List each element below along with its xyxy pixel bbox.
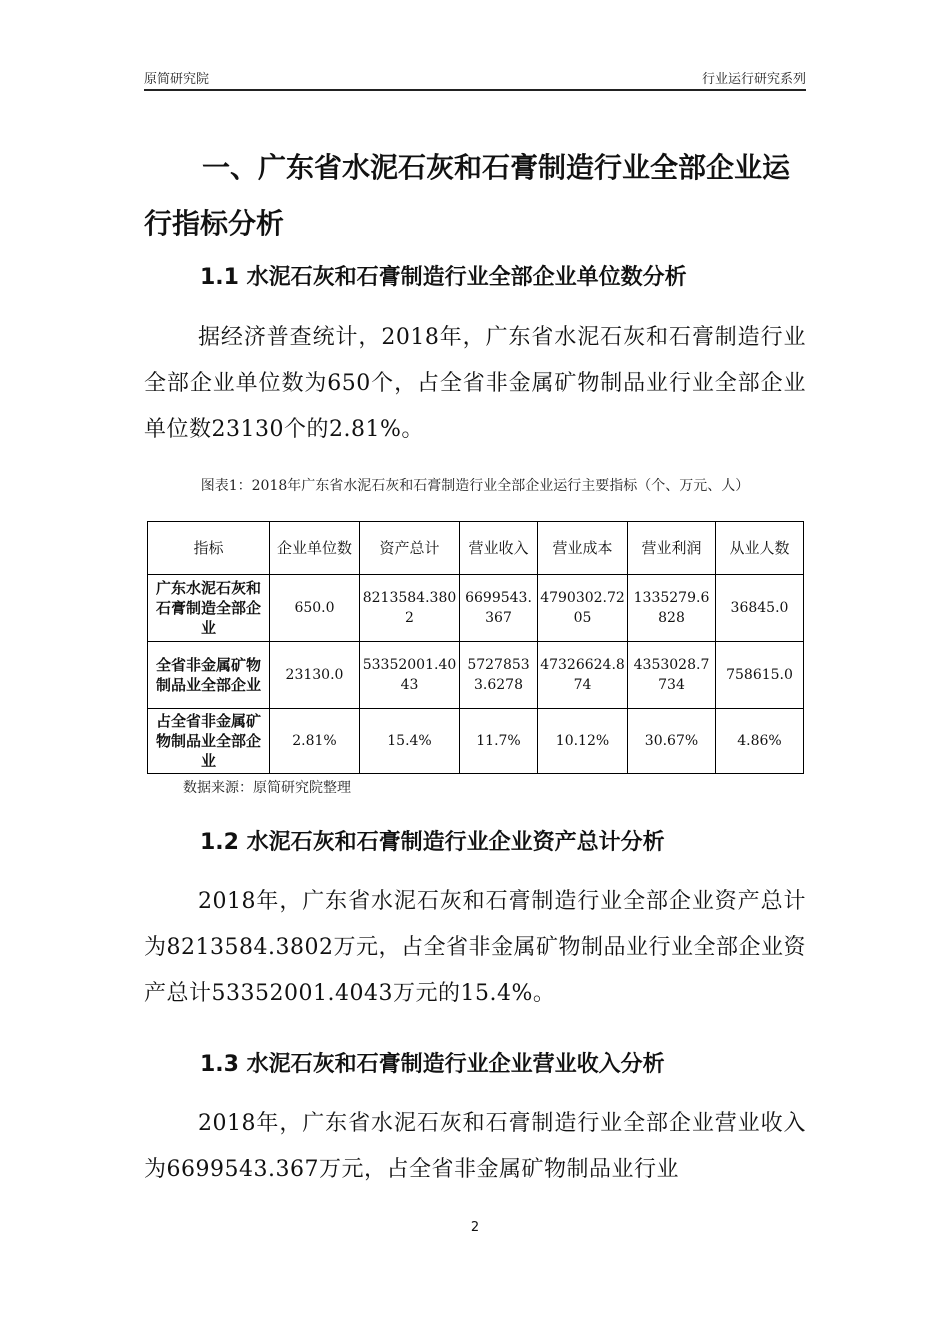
table-cell: 4353028.7734	[628, 642, 716, 709]
section-paragraph-1-3: 2018年，广东省水泥石灰和石膏制造行业全部企业营业收入为6699543.367万元，占全省非金属矿物制品业行业	[144, 1111, 806, 1182]
table-cell: 53352001.4043	[360, 642, 460, 709]
header-left-label: 原简研究院	[144, 72, 210, 87]
table-header-cell: 从业人数	[716, 522, 804, 575]
table-header-cell: 指标	[148, 522, 270, 575]
table-cell: 758615.0	[716, 642, 804, 709]
table-row-label: 全省非金属矿物制品业全部企业	[148, 642, 270, 709]
table-cell: 36845.0	[716, 575, 804, 642]
table-cell: 1335279.6828	[628, 575, 716, 642]
table-cell: 650.0	[270, 575, 360, 642]
table-row	[148, 575, 804, 642]
table-cell: 8213584.3802	[360, 575, 460, 642]
table-header-cell: 企业单位数	[270, 522, 360, 575]
section-heading-1-3: 1.3 水泥石灰和石膏制造行业企业营业收入分析	[200, 1052, 665, 1077]
indicator-table	[147, 521, 804, 774]
table-cell: 15.4%	[360, 709, 460, 774]
table-cell: 23130.0	[270, 642, 360, 709]
section-paragraph-1-2: 2018年，广东省水泥石灰和石膏制造行业全部企业资产总计为8213584.3802万元，占全省非金属矿物制品业行业全部企业资产总计53352001.4043万元的15.4%。	[144, 889, 806, 1006]
table-cell: 57278533.6278	[460, 642, 538, 709]
table-caption: 图表1：2018年广东省水泥石灰和石膏制造行业全部企业运行主要指标（个、万元、人）	[200, 478, 750, 494]
table-cell: 10.12%	[538, 709, 628, 774]
table-row-label: 占全省非金属矿物制品业全部企业	[148, 709, 270, 774]
table-row	[148, 709, 804, 774]
table-cell: 30.67%	[628, 709, 716, 774]
table-header-cell: 营业收入	[460, 522, 538, 575]
table-header-cell: 营业利润	[628, 522, 716, 575]
section-heading-1-1: 1.1 水泥石灰和石膏制造行业全部企业单位数分析	[200, 265, 687, 290]
page-number: 2	[470, 1220, 480, 1235]
table-source-note: 数据来源：原简研究院整理	[183, 780, 351, 796]
table-row	[148, 642, 804, 709]
table-cell: 2.81%	[270, 709, 360, 774]
table-row-label: 广东水泥石灰和石膏制造全部企业	[148, 575, 270, 642]
section-paragraph-1-1: 据经济普查统计，2018年，广东省水泥石灰和石膏制造行业全部企业单位数为650个，占全省非金属矿物制品业行业全部企业单位数23130个的2.81%。	[144, 325, 806, 442]
table-header-cell: 资产总计	[360, 522, 460, 575]
header-right-label: 行业运行研究系列	[701, 72, 806, 87]
table-cell: 6699543.367	[460, 575, 538, 642]
header-divider	[144, 89, 806, 91]
section-heading-1-2: 1.2 水泥石灰和石膏制造行业企业资产总计分析	[200, 830, 665, 855]
table-header-cell: 营业成本	[538, 522, 628, 575]
table-cell: 4.86%	[716, 709, 804, 774]
page-title: 一、广东省水泥石灰和石膏制造行业全部企业运行指标分析	[144, 151, 791, 240]
table-cell: 47326624.874	[538, 642, 628, 709]
table-cell: 4790302.7205	[538, 575, 628, 642]
table-cell: 11.7%	[460, 709, 538, 774]
